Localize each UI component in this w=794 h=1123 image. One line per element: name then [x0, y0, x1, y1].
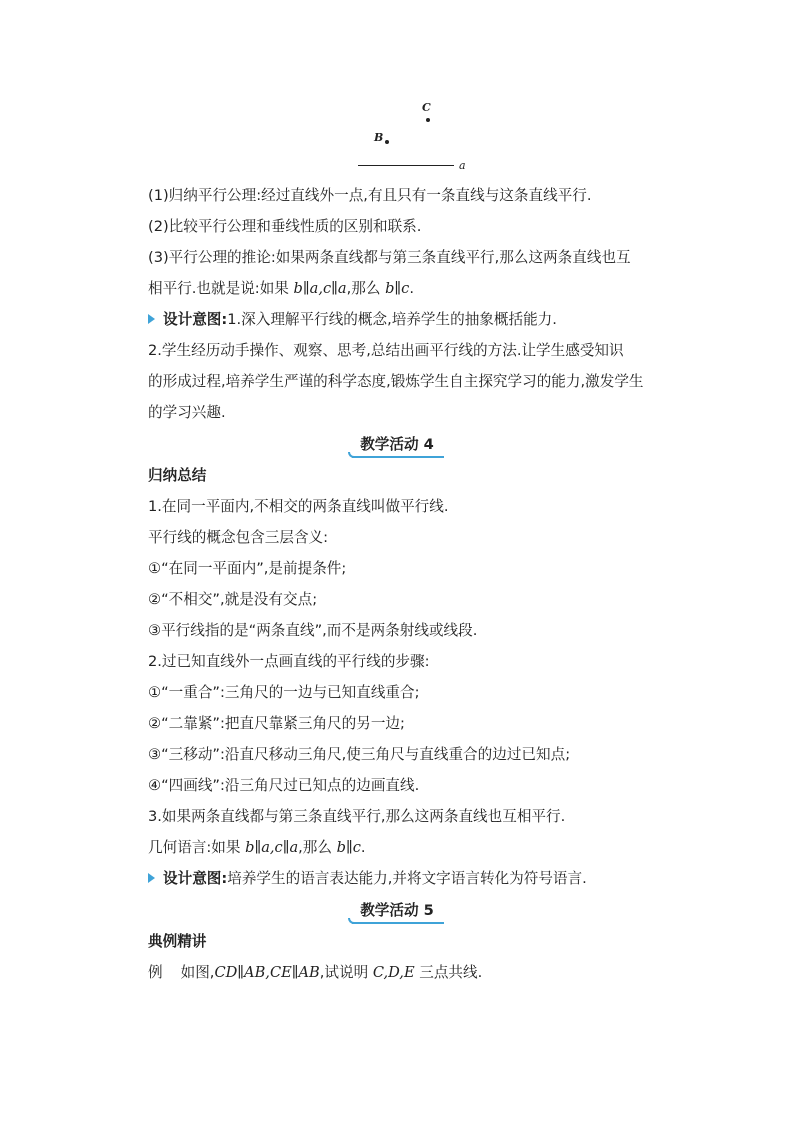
design-intent-3 — [148, 869, 587, 889]
text: 如图, — [180, 964, 215, 981]
math-expression: b∥c — [336, 839, 361, 856]
point-b-label: B — [374, 131, 384, 144]
design-intent-2-line1: 2.学生经历动手操作、观察、思考,总结出画平行线的方法.让学生感受知识 — [148, 342, 624, 359]
text: ,试说明 — [319, 964, 373, 981]
point-b-dot — [385, 140, 389, 144]
summary-line: ④“四画线”:沿三角尺过已知点的边画直线. — [148, 777, 420, 794]
design-intent-label: 设计意图: — [163, 311, 228, 328]
line-a-label: a — [459, 159, 466, 172]
example-line — [148, 963, 482, 983]
text: ,那么 — [298, 839, 337, 856]
summary-line: ②“二靠紧”:把直尺靠紧三角尺的另一边; — [148, 715, 405, 732]
summary-line: ③“三移动”:沿直尺移动三角尺,使三角尺与直线重合的边过已知点; — [148, 746, 571, 763]
paragraph-parallel-axiom: (1)归纳平行公理:经过直线外一点,有且只有一条直线与这条直线平行. — [148, 187, 592, 204]
design-intent-text: 1.深入理解平行线的概念,培养学生的抽象概括能力. — [227, 311, 557, 328]
point-c-label: C — [422, 101, 431, 114]
text: . — [409, 280, 414, 297]
example-heading: 典例精讲 — [148, 933, 207, 950]
summary-line: 3.如果两条直线都与第三条直线平行,那么这两条直线也互相平行. — [148, 808, 566, 825]
summary-line: ②“不相交”,就是没有交点; — [148, 591, 318, 608]
triangle-bullet-icon — [148, 873, 155, 883]
design-intent-text: 培养学生的语言表达能力,并将文字语言转化为符号语言. — [227, 870, 587, 887]
summary-line: 1.在同一平面内,不相交的两条直线叫做平行线. — [148, 498, 449, 515]
point-c-dot — [426, 118, 430, 122]
design-intent-1 — [148, 310, 557, 330]
math-expression: CD∥AB,CE∥AB — [214, 964, 320, 981]
triangle-bullet-icon — [148, 314, 155, 324]
line-a — [358, 165, 454, 166]
math-expression: b∥a,c∥a — [245, 839, 299, 856]
activity-5-title — [0, 900, 794, 924]
summary-line: ①“在同一平面内”,是前提条件; — [148, 560, 347, 577]
summary-line: 2.过已知直线外一点画直线的平行线的步骤: — [148, 653, 430, 670]
math-expression: b∥a,c∥a — [293, 280, 347, 297]
geometry-language-line — [148, 838, 366, 858]
paragraph-compare: (2)比较平行公理和垂线性质的区别和联系. — [148, 218, 422, 235]
activity-4-title — [0, 434, 794, 458]
math-expression: C,D,E — [372, 964, 415, 981]
example-label: 例 — [148, 964, 163, 981]
summary-heading: 归纳总结 — [148, 467, 207, 484]
paragraph-corollary-line1: (3)平行公理的推论:如果两条直线都与第三条直线平行,那么这两条直线也互 — [148, 249, 631, 266]
paragraph-corollary-line2 — [148, 279, 414, 299]
design-intent-2-line2: 的形成过程,培养学生严谨的科学态度,锻炼学生自主探究学习的能力,激发学生 — [148, 373, 644, 390]
text: ,那么 — [346, 280, 386, 297]
activity-title-text: 教学活动 5 — [354, 901, 440, 924]
summary-line: 平行线的概念包含三层含义: — [148, 529, 329, 546]
text: 几何语言:如果 — [148, 839, 246, 856]
geometry-figure — [330, 95, 490, 180]
design-intent-2-line3: 的学习兴趣. — [148, 404, 226, 421]
summary-line: ③平行线指的是“两条直线”,而不是两条射线或线段. — [148, 622, 478, 639]
text: . — [360, 839, 366, 856]
text: 三点共线. — [414, 964, 483, 981]
summary-line: ①“一重合”:三角尺的一边与已知直线重合; — [148, 684, 420, 701]
text: 相平行.也就是说:如果 — [148, 280, 294, 297]
activity-title-text: 教学活动 4 — [354, 435, 440, 458]
math-expression: b∥c — [385, 280, 410, 297]
design-intent-label: 设计意图: — [163, 870, 228, 887]
